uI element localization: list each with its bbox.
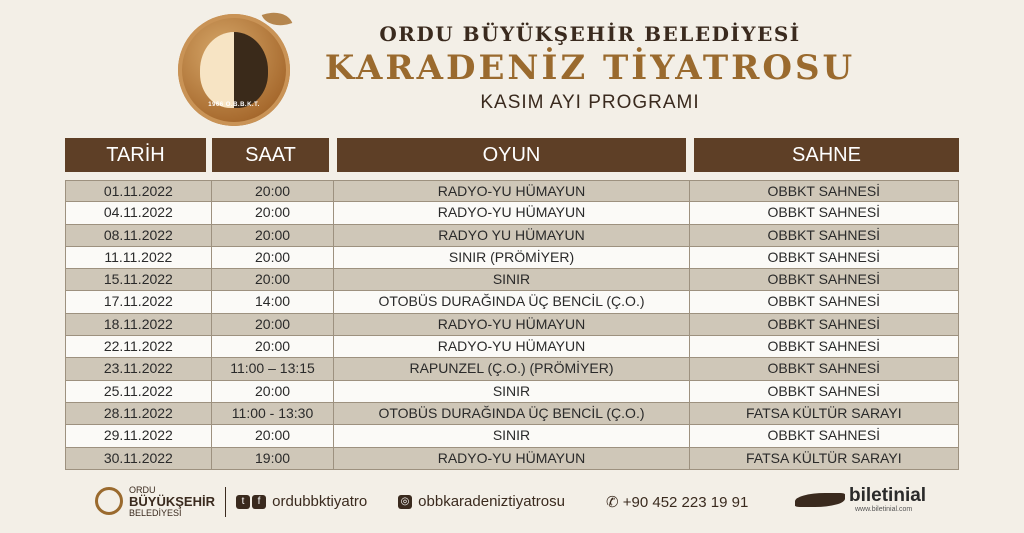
stage-cell: OBBKT SAHNESİ (767, 360, 881, 377)
social-instagram[interactable] (398, 493, 565, 510)
play-cell: OTOBÜS DURAĞINDA ÜÇ BENCİL (Ç.O.) (334, 291, 689, 312)
date-cell: 15.11.2022 (66, 269, 212, 290)
table-row (65, 314, 959, 336)
biletinial-url: www.biletinial.com (855, 506, 913, 513)
bb-line2: BÜYÜKŞEHİR (129, 494, 215, 509)
time-cell: 11:00 - 13:30 (212, 403, 335, 424)
stage-cell: OBBKT SAHNESİ (767, 226, 881, 243)
table-row (65, 403, 959, 425)
stage-cell: OBBKT SAHNESİ (767, 183, 881, 199)
municipality-logo-icon (95, 487, 123, 515)
time-cell: 20:00 (212, 225, 335, 246)
time-cell: 14:00 (212, 291, 335, 312)
program-table (65, 180, 959, 470)
table-row (65, 448, 959, 470)
time-cell: 20:00 (212, 314, 335, 335)
table-row (65, 247, 959, 269)
theatre-logo (178, 14, 290, 126)
table-row (65, 358, 959, 380)
play-cell: RADYO-YU HÜMAYUN (334, 202, 689, 223)
bb-line3: BELEDİYESİ (129, 508, 182, 518)
time-cell: 20:00 (212, 202, 335, 223)
stage-cell: OBBKT SAHNESİ (767, 338, 881, 355)
date-cell: 04.11.2022 (66, 202, 212, 223)
date-cell: 23.11.2022 (66, 358, 212, 379)
stage-cell: OBBKT SAHNESİ (767, 293, 881, 310)
play-cell: OTOBÜS DURAĞINDA ÜÇ BENCİL (Ç.O.) (334, 403, 689, 424)
biletinial-logo[interactable] (795, 485, 935, 519)
column-header-play: OYUN (337, 138, 686, 172)
theatre-mask-icon (200, 32, 268, 108)
table-row (65, 291, 959, 313)
play-cell: SINIR (334, 425, 689, 446)
time-cell: 11:00 – 13:15 (212, 358, 335, 379)
play-cell: SINIR (PRÖMİYER) (334, 247, 689, 268)
stage-cell: FATSA KÜLTÜR SARAYI (745, 449, 902, 466)
table-row (65, 336, 959, 358)
date-cell: 08.11.2022 (66, 225, 212, 246)
table-row (65, 225, 959, 247)
stage-cell: OBBKT SAHNESİ (767, 427, 881, 444)
stage-cell: OBBKT SAHNESİ (767, 204, 881, 221)
facebook-icon: f (252, 495, 266, 509)
time-cell: 20:00 (212, 269, 335, 290)
stage-cell: OBBKT SAHNESİ (767, 382, 881, 399)
column-header-stage: SAHNE (694, 138, 959, 172)
play-cell: SINIR (334, 269, 689, 290)
table-row (65, 180, 959, 202)
date-cell: 25.11.2022 (66, 381, 212, 402)
bb-line1: ORDU (129, 485, 156, 495)
play-cell: SINIR (334, 381, 689, 402)
municipality-title: ORDU BÜYÜKŞEHİR BELEDİYESİ (379, 22, 801, 46)
date-cell: 22.11.2022 (66, 336, 212, 357)
play-cell: RADYO-YU HÜMAYUN (334, 181, 689, 201)
stage-cell: OBBKT SAHNESİ (767, 271, 881, 288)
footer (0, 485, 1024, 519)
date-cell: 17.11.2022 (66, 291, 212, 312)
leaf-icon (262, 6, 293, 32)
table-row (65, 202, 959, 224)
play-cell: RADYO-YU HÜMAYUN (334, 448, 689, 469)
theatre-title: KARADENİZ TİYATROSU (324, 48, 856, 88)
time-cell: 20:00 (212, 425, 335, 446)
column-header-time: SAAT (212, 138, 329, 172)
logo-text: 1966 O.B.B.K.T. (208, 102, 260, 108)
stage-cell: OBBKT SAHNESİ (767, 248, 881, 265)
date-cell: 29.11.2022 (66, 425, 212, 446)
table-row (65, 425, 959, 447)
play-cell: RAPUNZEL (Ç.O.) (PRÖMİYER) (334, 358, 689, 379)
stage-cell: FATSA KÜLTÜR SARAYI (745, 404, 902, 421)
phone-number: +90 452 223 19 91 (622, 494, 749, 511)
play-cell: RADYO-YU HÜMAYUN (334, 314, 689, 335)
date-cell: 28.11.2022 (66, 403, 212, 424)
time-cell: 19:00 (212, 448, 335, 469)
time-cell: 20:00 (212, 247, 335, 268)
time-cell: 20:00 (212, 381, 335, 402)
play-cell: RADYO YU HÜMAYUN (334, 225, 689, 246)
column-header-date: TARİH (65, 138, 206, 172)
phone-icon: ✆ (606, 494, 619, 511)
play-cell: RADYO-YU HÜMAYUN (334, 336, 689, 357)
program-subtitle: KASIM AYI PROGRAMI (480, 92, 700, 113)
date-cell: 18.11.2022 (66, 314, 212, 335)
time-cell: 20:00 (212, 336, 335, 357)
instagram-handle: obbkaradeniztiyatrosu (418, 493, 565, 510)
instagram-icon: ◎ (398, 495, 412, 509)
stage-cell: OBBKT SAHNESİ (767, 315, 881, 332)
table-row (65, 381, 959, 403)
twitter-icon: t (236, 495, 250, 509)
table-row (65, 269, 959, 291)
date-cell: 11.11.2022 (66, 247, 212, 268)
date-cell: 01.11.2022 (66, 181, 212, 201)
twitter-facebook-handle: ordubbktiyatro (272, 493, 368, 510)
date-cell: 30.11.2022 (66, 448, 212, 469)
biletinial-name: biletinial (849, 485, 927, 506)
social-twitter-facebook[interactable] (236, 493, 367, 510)
time-cell: 20:00 (212, 181, 335, 201)
bird-icon (795, 493, 845, 507)
footer-divider (225, 487, 226, 517)
phone-contact[interactable] (606, 493, 748, 511)
